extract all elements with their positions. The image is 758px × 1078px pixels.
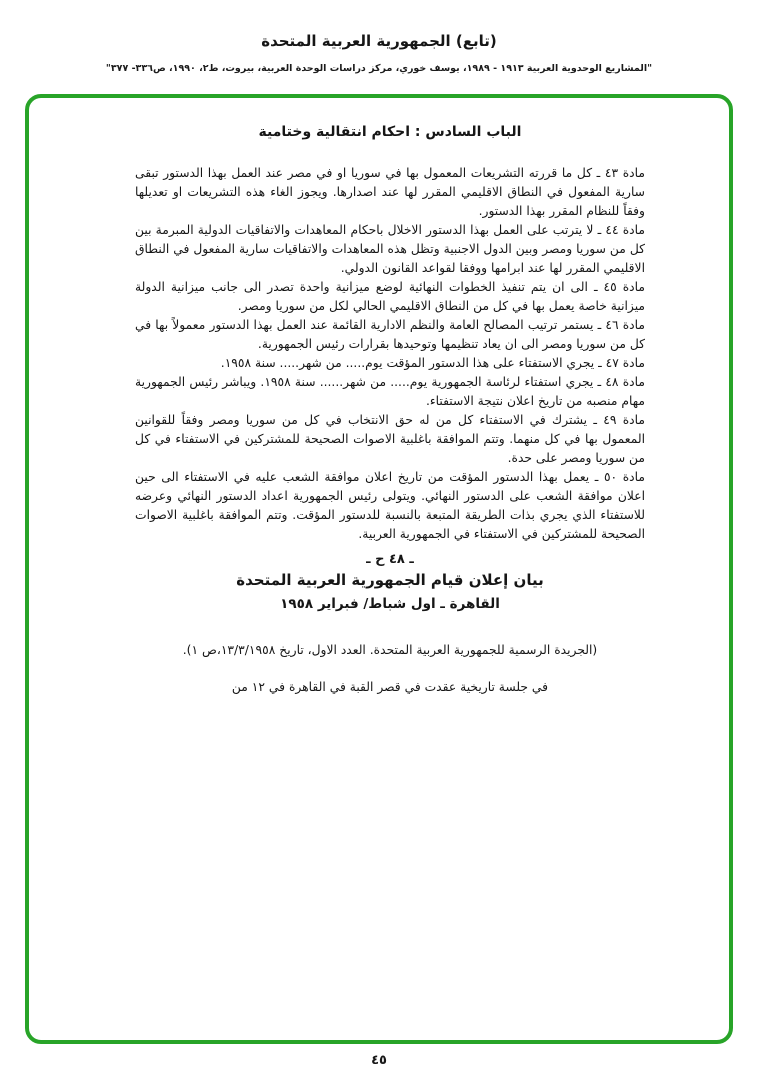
article-45: مادة ٤٥ ـ الى ان يتم تنفيذ الخطوات النهائية لوضع ميزانية واحدة تصدر الى جانب ميزانية الدولة ميزانية خاصة يعمل بها في كل من النطاق الاقليمي الحالي لكل من سوريا ومصر. [135, 280, 645, 313]
article-47: مادة ٤٧ ـ يجري الاستفتاء على هذا الدستور المؤقت يوم..... من شهر..... سنة ١٩٥٨. [220, 356, 645, 370]
page-number: ٤٥ [371, 1053, 387, 1068]
article-49: مادة ٤٩ ـ يشترك في الاستفتاء كل من له حق الانتخاب في كل من سوريا ومصر وفقاً للقوانين المعمول بها في كل منهما. وتتم الموافقة باغلبية الاصوات الصحيحة للمشتركين في الاستفتاء في كل من سوريا ومصر على حدة. [135, 413, 645, 465]
green-border-frame [25, 94, 733, 1044]
declaration-title: بيان إعلان قيام الجمهورية العربية المتحدة [236, 571, 544, 589]
article-46: مادة ٤٦ ـ يستمر ترتيب المصالح العامة والنظم الادارية القائمة عند العمل بهذا الدستور معمولاً بها في كل من سوريا ومصر الى ان يعاد تنظيمها وتوحيدها بقرارات رئيس الجمهورية. [135, 318, 645, 351]
article-48: مادة ٤٨ ـ يجري استفتاء لرئاسة الجمهورية يوم..... من شهر...... سنة ١٩٥٨. ويباشر رئيس الجمهورية مهام منصبه من تاريخ اعلان نتيجة الاستفتاء. [135, 375, 645, 408]
declaration-opening-line: في جلسة تاريخية عقدت في قصر القبة في القاهرة في ١٢ من [231, 680, 549, 694]
section-marker: ـ ٤٨ ح ـ [366, 552, 414, 567]
gazette-reference: (الجريدة الرسمية للجمهورية العربية المتحدة. العدد الاول، تاريخ ١٣/٣/١٩٥٨،ص ١). [182, 643, 598, 657]
article-44: مادة ٤٤ ـ لا يترتب على العمل بهذا الدستور الاخلال باحكام المعاهدات والاتفاقيات الدولية المبرمة بين كل من سوريا ومصر وبين الدول الاجنبية وتظل هذه المعاهدات والاتفاقيات سارية المفعول في النطاق الاقليمي المقرر لها عند ابرامها ووفقا لقواعد القانون الدولي. [135, 223, 645, 275]
declaration-subtitle: القاهرة ـ اول شباط/ فبراير ١٩٥٨ [280, 596, 500, 612]
document-title: (تابع) الجمهورية العربية المتحدة [261, 32, 497, 50]
article-43: مادة ٤٣ ـ كل ما قررته التشريعات المعمول بها في سوريا او في مصر عند العمل بهذا الدستور تبقى سارية المفعول في النطاق الاقليمي المقرر لها عند اصدارها. ويجوز الغاء هذه التشريعات او تعديلها وفقاً للنظام المقرر بهذا الدستور. [135, 166, 645, 218]
article-50: مادة ٥٠ ـ يعمل بهذا الدستور المؤقت من تاريخ اعلان موافقة الشعب عليه في الاستفتاء الى حين اعلان موافقة الشعب على الدستور النهائي. ويتولى رئيس الجمهورية اعداد الدستور النهائي وعرضه للاستفتاء الذي يجري بذات الطريقة المتبعة بالنسبة للدستور المؤقت. وتتم الموافقة باغلبية الاصوات الصحيحة للمشتركين في الاستفتاء في الجمهورية العربية. [135, 470, 645, 541]
page-header [0, 0, 758, 74]
source-citation: "المشاريع الوحدوية العربية ١٩١٣ - ١٩٨٩، يوسف خوري، مركز دراسات الوحدة العربية، بيروت، ط٢، ١٩٩٠، ص٣٣٦- ٣٧٧" [105, 63, 653, 74]
section-title: الباب السادس : احكام انتقالية وختامية [258, 124, 522, 140]
